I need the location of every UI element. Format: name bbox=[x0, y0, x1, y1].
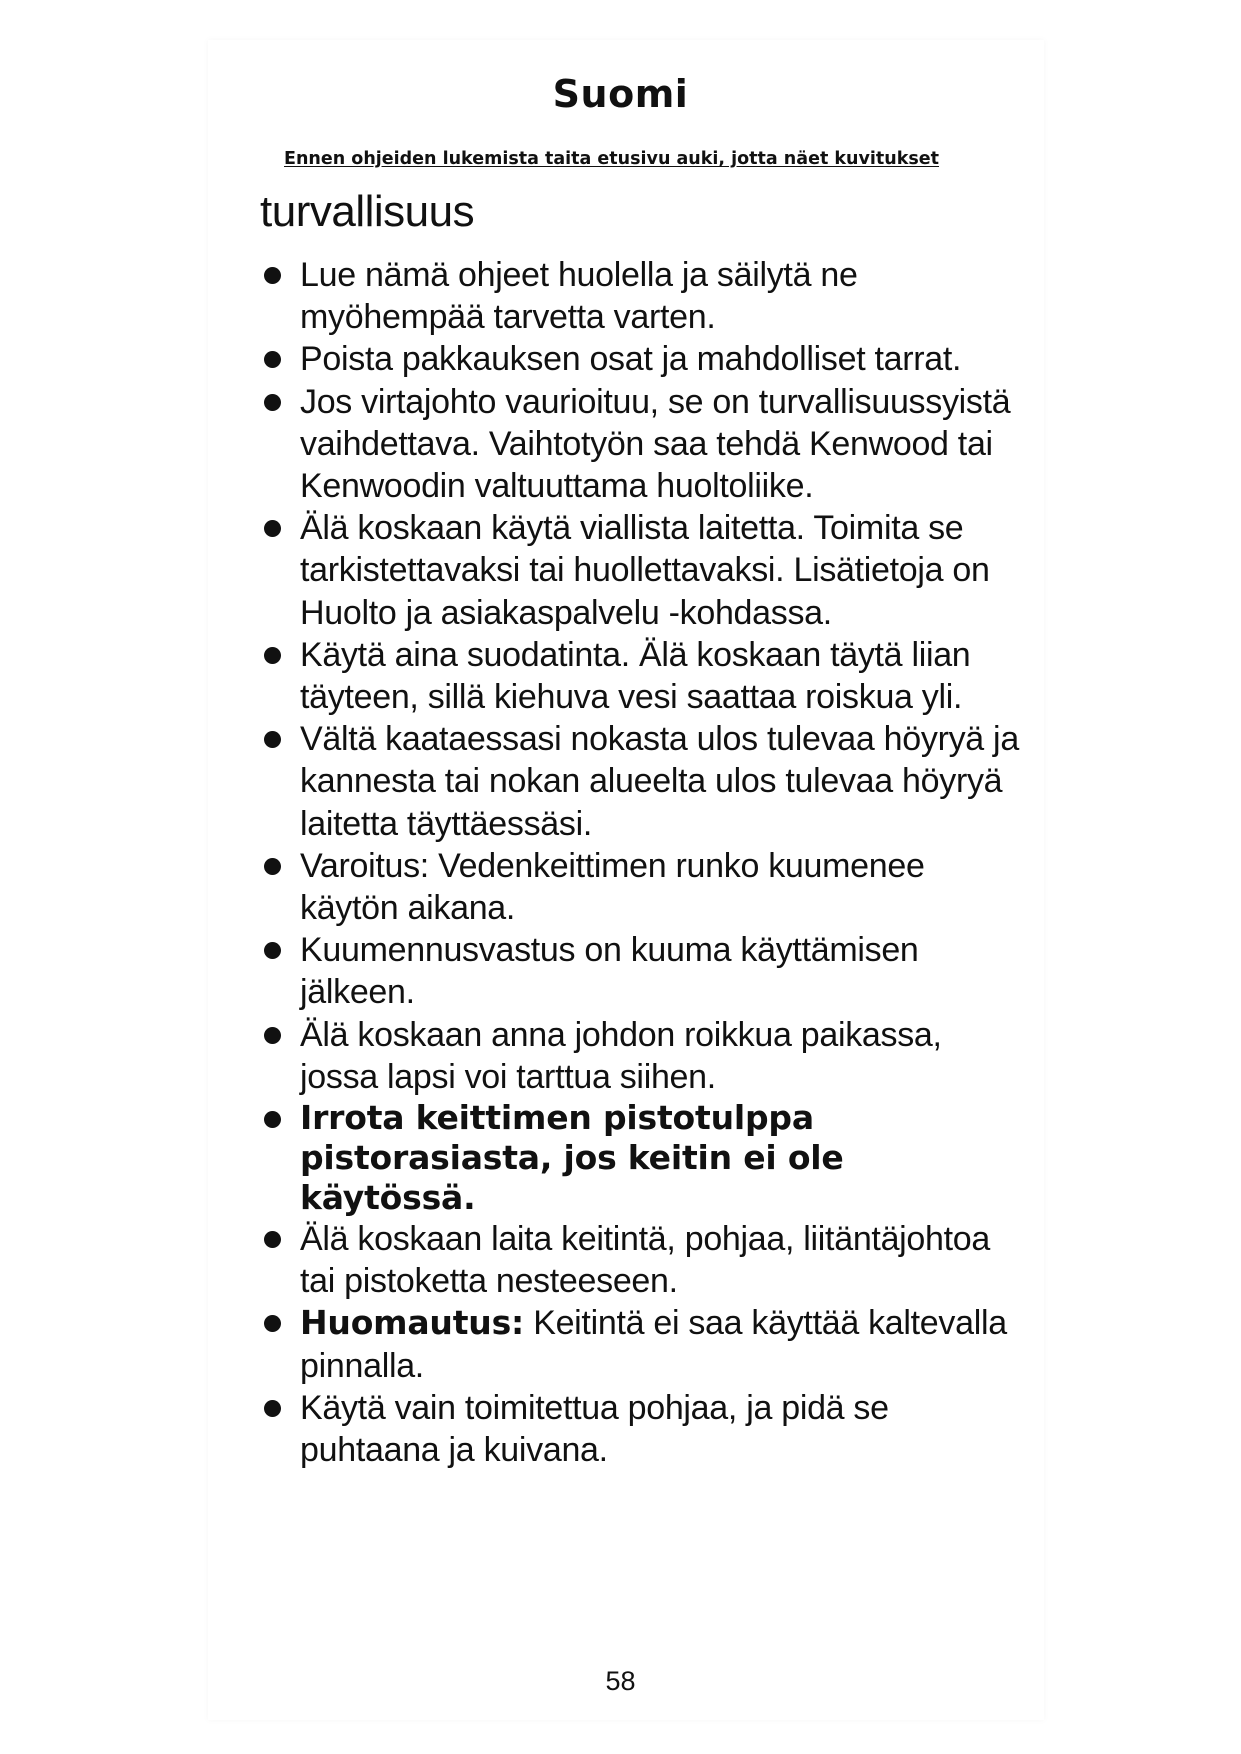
bullet-icon bbox=[264, 858, 281, 875]
list-item-text: Jos virtajohto vaurioituu, se on turvallisuussyistä vaihdettava. Vaihtotyön saa tehdä Kenwood tai Kenwoodin valtuuttama huoltoliike. bbox=[300, 382, 1011, 506]
safety-list bbox=[260, 254, 1020, 1471]
list-item bbox=[260, 1218, 1020, 1302]
list-item bbox=[260, 338, 1020, 380]
list-item-text: Käytä aina suodatinta. Älä koskaan täytä liian täyteen, sillä kiehuva vesi saattaa roiskua yli. bbox=[300, 635, 971, 717]
list-item-text: Kuumennusvastus on kuuma käyttämisen jälkeen. bbox=[300, 931, 919, 1012]
list-item bbox=[260, 634, 1020, 718]
list-item-text: Älä koskaan anna johdon roikkua paikassa, jossa lapsi voi tarttua siihen. bbox=[300, 1015, 942, 1096]
bullet-icon bbox=[264, 1400, 281, 1417]
list-item-text-bold: Irrota keittimen pistotulppa pistorasiasta, jos keitin ei ole käytössä. bbox=[300, 1098, 844, 1218]
language-title: Suomi bbox=[552, 72, 689, 116]
bullet-icon bbox=[264, 647, 281, 664]
bullet-icon bbox=[264, 394, 281, 411]
note-lead: Huomautus: bbox=[300, 1303, 525, 1343]
page-number: 58 bbox=[605, 1666, 636, 1696]
list-item-text: Älä koskaan laita keitintä, pohjaa, liitäntäjohtoa tai pistoketta nesteeseen. bbox=[300, 1220, 991, 1301]
list-item bbox=[260, 1302, 1020, 1386]
list-item-text-with-lead bbox=[300, 1302, 1020, 1386]
list-item-text: Poista pakkauksen osat ja mahdolliset tarrat. bbox=[300, 340, 962, 379]
section-heading: turvallisuus bbox=[260, 187, 475, 236]
list-item bbox=[260, 845, 1020, 929]
bullet-icon bbox=[264, 1231, 281, 1248]
instruction-note: Ennen ohjeiden lukemista taita etusivu auki, jotta näet kuvitukset bbox=[284, 149, 940, 169]
bullet-icon bbox=[264, 520, 281, 537]
list-item-text: Käytä vain toimitettua pohjaa, ja pidä se puhtaana ja kuivana. bbox=[300, 1388, 889, 1470]
list-item bbox=[260, 1387, 1020, 1471]
list-item bbox=[260, 718, 1020, 845]
bullet-icon bbox=[264, 267, 281, 284]
bullet-icon bbox=[264, 1027, 281, 1044]
list-item-text: Varoitus: Vedenkeittimen runko kuumenee käytön aikana. bbox=[300, 846, 925, 928]
bullet-icon bbox=[264, 1315, 281, 1332]
list-item bbox=[260, 254, 1020, 338]
list-item-warning bbox=[260, 1098, 1020, 1218]
bullet-icon bbox=[264, 942, 281, 959]
bullet-icon bbox=[264, 351, 281, 368]
bullet-icon bbox=[264, 731, 281, 748]
note-body: Keitintä ei saa käyttää kaltevalla pinnalla. bbox=[300, 1304, 1007, 1385]
list-item bbox=[260, 381, 1020, 508]
list-item bbox=[260, 1014, 1020, 1098]
bullet-icon bbox=[264, 1111, 281, 1128]
list-item-text: Älä koskaan käytä viallista laitetta. Toimita se tarkistettavaksi tai huollettavaksi. Lisätietoja on Huolto ja asiakaspalvelu -kohdassa. bbox=[300, 509, 990, 632]
list-item-text: Vältä kaataessasi nokasta ulos tulevaa höyryä ja kannesta tai nokan alueelta ulos tulevaa höyryä laitetta täyttäessäsi. bbox=[300, 720, 1019, 843]
list-item bbox=[260, 507, 1020, 634]
list-item-text: Lue nämä ohjeet huolella ja säilytä ne myöhempää tarvetta varten. bbox=[300, 256, 858, 337]
list-item bbox=[260, 929, 1020, 1013]
